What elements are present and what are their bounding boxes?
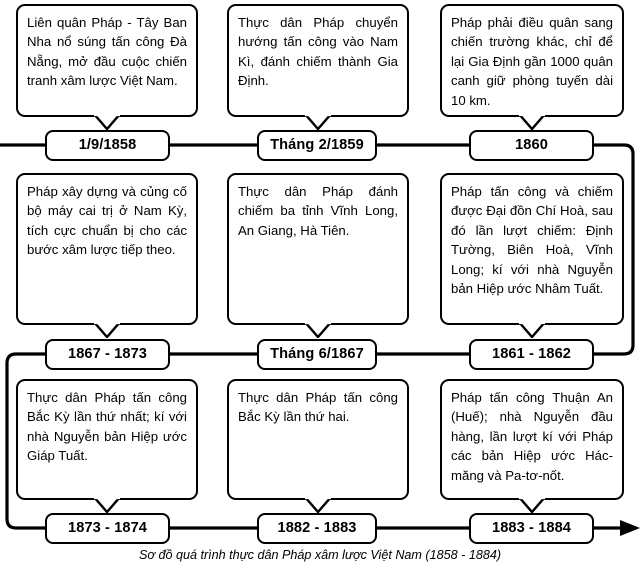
date-pill[interactable] <box>257 339 377 370</box>
bubble-tail-icon <box>94 114 120 130</box>
date-pill[interactable] <box>45 130 170 161</box>
date-pill-label: 1861 - 1862 <box>492 346 571 362</box>
event-bubble-text: Thực dân Pháp đánh chiếm ba tỉnh Vĩnh Long, An Giang, Hà Tiên. <box>238 184 402 238</box>
event-bubble-text: Pháp tấn công và chiếm được Đại đồn Chí Hoà, sau đó lần lượt chiếm: Định Tường, Biên Hoà, Vĩnh Long; kí với nhà Nguyễn bản Hiệp ước Nhâm Tuất. <box>451 184 617 297</box>
event-bubble <box>227 379 409 500</box>
arrow-right-icon <box>620 520 640 536</box>
date-pill-label: 1860 <box>515 137 548 153</box>
date-pill[interactable] <box>257 513 377 544</box>
event-bubble-text: Pháp tấn công Thuận An (Huế); nhà Nguyễn đầu hàng, lần lượt kí với Pháp các bản Hiệp ước Hác-măng và Pa-tơ-nốt. <box>451 390 617 483</box>
event-bubble-text: Pháp phải điều quân sang chiến trường khác, chỉ để lại Gia Định gần 1000 quân canh giữ phòng tuyến dài 10 km. <box>451 15 617 108</box>
bubble-tail-icon <box>305 322 331 338</box>
date-pill-label: 1873 - 1874 <box>68 520 147 536</box>
bubble-tail-icon <box>519 497 545 513</box>
bubble-tail-icon <box>94 497 120 513</box>
date-pill-label: 1882 - 1883 <box>277 520 357 536</box>
date-pill-label: 1867 - 1873 <box>68 346 147 362</box>
date-pill-label: Tháng 2/1859 <box>270 137 364 153</box>
date-pill[interactable] <box>45 339 170 370</box>
event-bubble <box>16 4 198 117</box>
bubble-tail-icon <box>519 114 545 130</box>
date-pill[interactable] <box>469 339 594 370</box>
event-bubble-text: Thực dân Pháp tấn công Bắc Kỳ lần thứ hai. <box>238 390 402 425</box>
date-pill-label: 1883 - 1884 <box>492 520 571 536</box>
bubble-tail-icon <box>305 114 331 130</box>
event-bubble-text: Liên quân Pháp - Tây Ban Nha nổ súng tấn công Đà Nẵng, mở đầu cuộc chiến tranh xâm lược Việt Nam. <box>27 15 191 89</box>
event-bubble <box>16 379 198 500</box>
date-pill[interactable] <box>45 513 170 544</box>
date-pill[interactable] <box>469 130 594 161</box>
event-bubble <box>227 4 409 117</box>
event-bubble <box>440 173 624 325</box>
event-bubble-text: Thực dân Pháp chuyển hướng tấn công vào Nam Kì, đánh chiếm thành Gia Định. <box>238 15 402 89</box>
event-bubble <box>16 173 198 325</box>
date-pill-label: Tháng 6/1867 <box>270 346 364 362</box>
diagram-caption: Sơ đồ quá trình thực dân Pháp xâm lược Việt Nam (1858 - 1884) <box>138 548 502 562</box>
bubble-tail-icon <box>305 497 331 513</box>
event-bubble <box>440 4 624 117</box>
event-bubble <box>440 379 624 500</box>
date-pill[interactable] <box>469 513 594 544</box>
date-pill[interactable] <box>257 130 377 161</box>
event-bubble <box>227 173 409 325</box>
event-bubble-text: Thực dân Pháp tấn công Bắc Kỳ lần thứ nhất; kí với nhà Nguyễn bản Hiệp ước Giáp Tuất. <box>27 390 191 464</box>
event-bubble-text: Pháp xây dựng và củng cố bộ máy cai trị ở Nam Kỳ, tích cực chuẩn bị cho các bước xâm lược tiếp theo. <box>27 184 191 258</box>
date-pill-label: 1/9/1858 <box>78 137 137 153</box>
bubble-tail-icon <box>519 322 545 338</box>
bubble-tail-icon <box>94 322 120 338</box>
